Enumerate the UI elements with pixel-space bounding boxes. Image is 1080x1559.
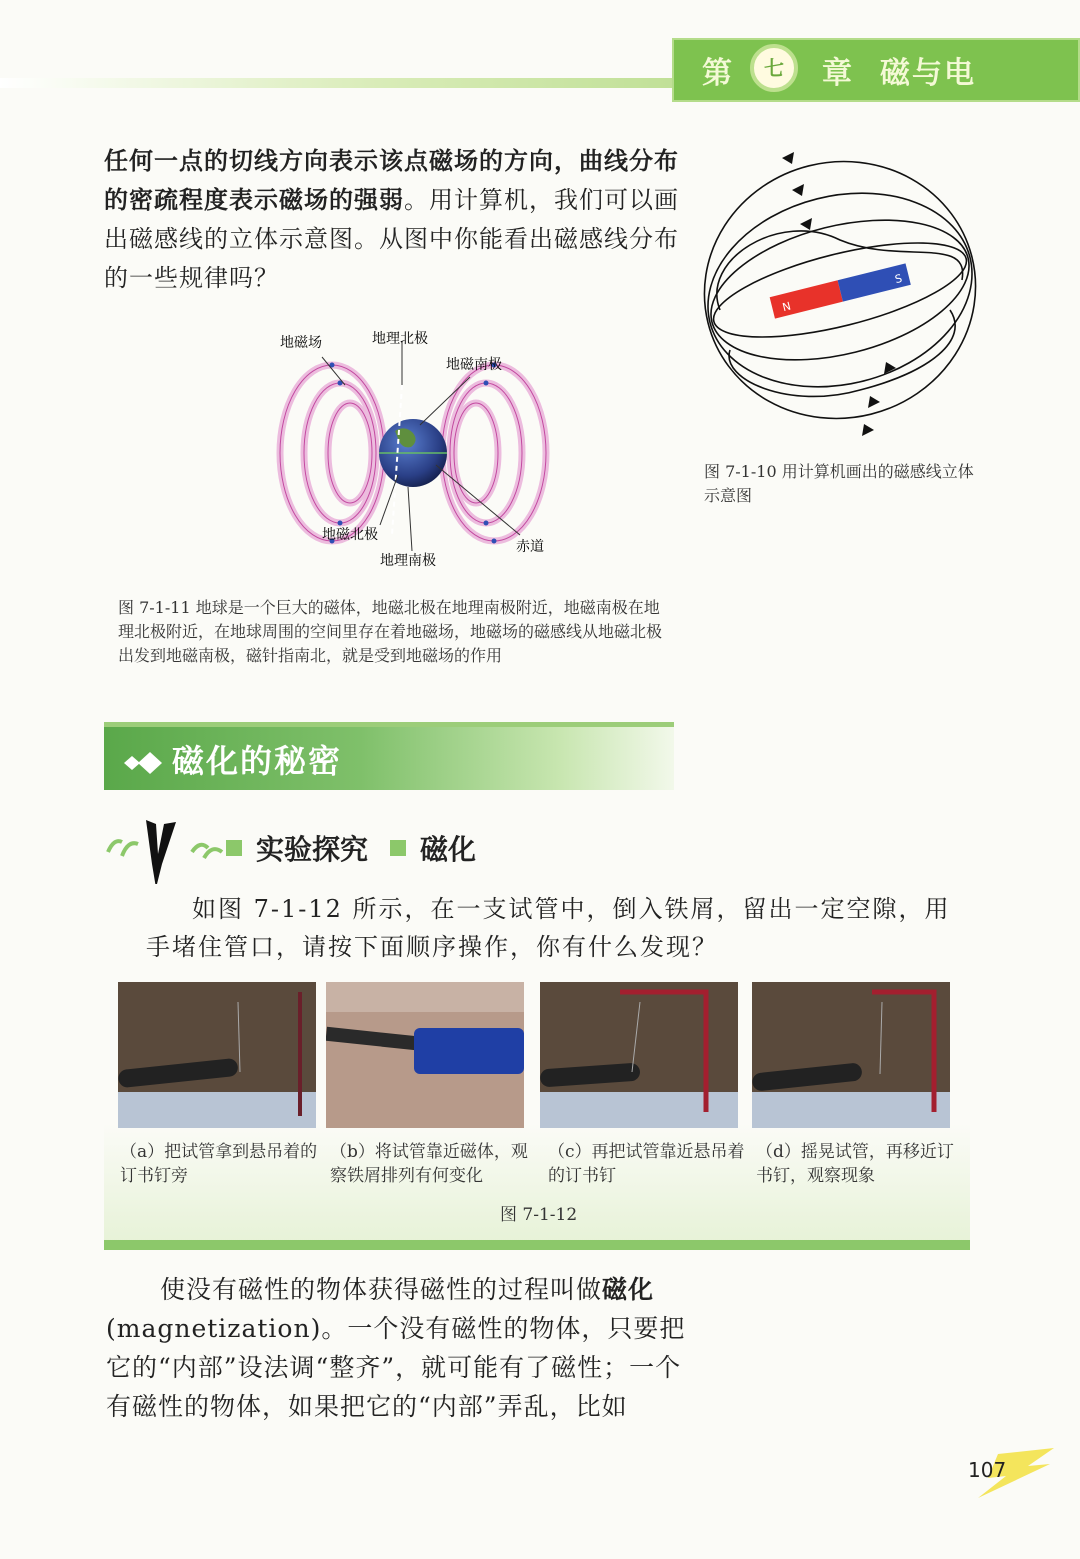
- label-geographic-north: 地理北极: [372, 331, 428, 347]
- chapter-title: 磁与电: [880, 56, 976, 91]
- square-bullet-icon: [390, 840, 406, 856]
- experiment-topic: 磁化: [420, 833, 477, 866]
- photo-a: [118, 982, 316, 1128]
- experiment-instructions: 如图 7-1-12 所示，在一支试管中，倒入铁屑，留出一定空隙，用手堵住管口，请按下面顺序操作，你有什么发现？: [146, 895, 951, 961]
- magnet-south-label: S: [893, 271, 904, 287]
- intro-bold-text: 任何一点的切线方向表示该点磁场的方向，曲线分布的密疏程度表示磁场的强弱: [104, 147, 679, 214]
- chapter-prefix: 第: [702, 56, 732, 91]
- section-title: 磁化的秘密: [172, 742, 343, 780]
- experiment-text: [146, 890, 956, 966]
- label-geographic-south: 地理南极: [380, 553, 436, 569]
- photo-d-caption: （d）摇晃试管，再移近订书钉，观察现象: [756, 1142, 954, 1186]
- magnet-north-label: N: [781, 299, 793, 315]
- label-geomagnetic-south: 地磁南极: [446, 357, 502, 373]
- photo-b: [326, 982, 524, 1128]
- figure-7-1-11-caption: 图 7-1-11 地球是一个巨大的磁体，地磁北极在地理南极附近，地磁南极在地理北极附近，在地球周围的空间里存在着地磁场，地磁场的磁感线从地磁北极出发到地磁南极，磁针指南北，就是受到地磁场的作用: [118, 598, 663, 665]
- photo-a-caption: （a）把试管拿到悬吊着的订书钉旁: [120, 1142, 318, 1186]
- experiment-icon: [104, 812, 228, 884]
- label-geomagnetic-field: 地磁场: [280, 335, 322, 351]
- figure-7-1-10-caption: 图 7-1-10 用计算机画出的磁感线立体示意图: [704, 462, 974, 505]
- body-text-after: (magnetization)。一个没有磁性的物体，只要把它的“内部”设法调“整齐”，就可能有了磁性；一个有磁性的物体，如果把它的“内部”弄乱，比如: [106, 1314, 686, 1421]
- intro-paragraph: [104, 142, 684, 298]
- body-text-before: 使没有磁性的物体获得磁性的过程叫做: [160, 1275, 603, 1304]
- earth-magnetic-field-figure: [270, 325, 580, 575]
- bar-magnet-field-figure: [700, 140, 980, 440]
- magnet-north-half: [770, 280, 843, 318]
- chapter-suffix: 章: [822, 56, 852, 91]
- photo-d: [752, 982, 950, 1128]
- figure-7-1-12-label: 图 7-1-12: [500, 1205, 578, 1225]
- intro-text: 。用计算机，我们可以画出磁感线的立体示意图。从图中你能看出磁感线分布的一些规律吗？: [104, 186, 679, 292]
- label-equator: 赤道: [516, 539, 544, 555]
- chapter-number-badge: 七: [750, 44, 798, 92]
- page-number: 107: [968, 1458, 1007, 1482]
- photo-c-caption: （c）再把试管靠近悬吊着的订书钉: [548, 1142, 745, 1186]
- photo-c: [540, 982, 738, 1128]
- body-term: 磁化: [602, 1275, 655, 1304]
- square-bullet-icon: [226, 840, 242, 856]
- body-paragraph: [106, 1270, 686, 1426]
- photo-panel-rule: [104, 1240, 970, 1250]
- experiment-label: 实验探究: [256, 833, 369, 866]
- chapter-header-box: [672, 38, 1080, 102]
- label-geomagnetic-north: 地磁北极: [322, 527, 378, 543]
- photo-b-caption: （b）将试管靠近磁体，观察铁屑排列有何变化: [330, 1142, 528, 1186]
- diamond-bullets-icon: [122, 748, 168, 778]
